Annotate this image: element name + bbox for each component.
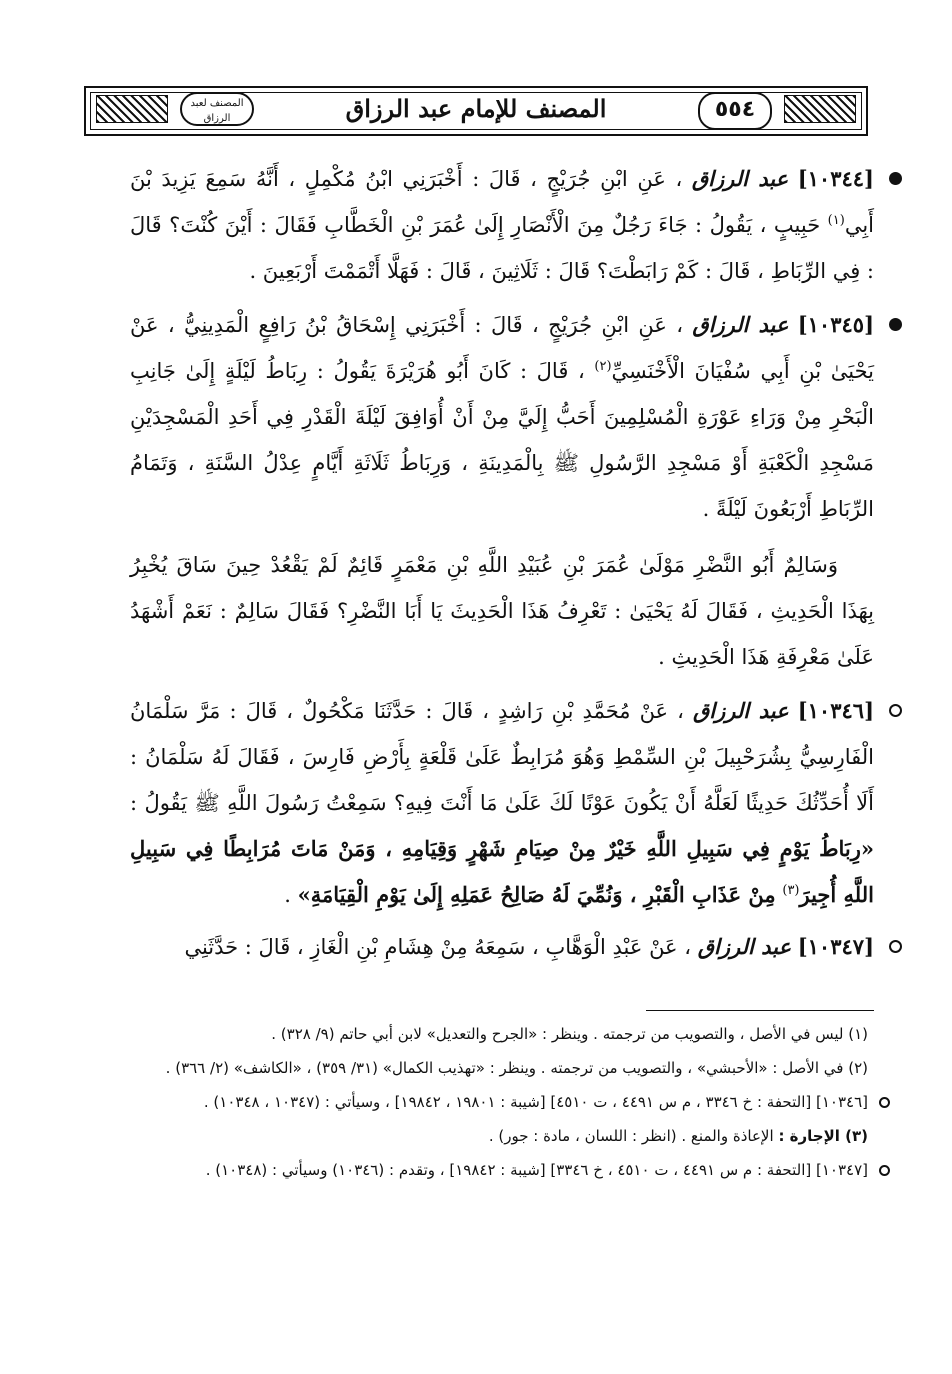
footnote-3-text: الإعاذة والمنع . (انظر : اللسان ، مادة : جور) . <box>488 1127 774 1145</box>
page-title: المصنف للإمام عبد الرزاق <box>345 94 607 123</box>
hadith-source: عبد الرزاق <box>691 166 789 191</box>
page-number: ٥٥٤ <box>698 92 772 130</box>
book-logo: المصنف لعبد الرزاق <box>180 92 254 126</box>
takhrij-10347 <box>112 1156 868 1185</box>
hadith-10347 <box>130 924 874 970</box>
footnote-3 <box>112 1122 868 1151</box>
hadith-text: ، عَنْ عَبْدِ الْوَهَّابِ ، سَمِعَهُ مِنْ هِشَامِ بْنِ الْغَازِ ، قَالَ : حَدَّثَنِي <box>184 935 692 959</box>
footnote-ref-1: (١) <box>827 213 845 228</box>
takhrij-text: [١٠٣٤٦] [التحفة : خ ٣٣٤٦ ، م س ٤٤٩١ ، ت ٤٥١٠] [شيبة : ١٩٨٠١ ، ١٩٨٤٢] ، وسيأتي : (١٠٣٤٧ ، ١٠٣٤٨) . <box>203 1093 868 1111</box>
ornament-left-icon <box>96 95 168 123</box>
footnote-divider <box>646 1010 874 1011</box>
footnotes <box>112 1020 868 1190</box>
hadith-text: ، عَنْ مُحَمَّدِ بْنِ رَاشِدٍ ، قَالَ : حَدَّثَنَا مَكْحُولٌ ، قَالَ : مَرَّ سَلْمَانُ الْفَارِسِيُّ بِشُرَحْبِيلَ بْنِ السِّمْطِ وَهُوَ مُرَابِطٌ عَلَىٰ قَلْعَةٍ بِأَرْضِ فَارِسَ ، فَقَالَ لَهُ سَلْمَانُ : أَلَا أُحَدِّثُكَ حَدِيثًا لَعَلَّهُ أَنْ يَكُونَ عَوْنًا لَكَ عَلَىٰ مَا أَنْتَ فِيهِ؟ سَمِعْتُ رَسُولَ اللَّهِ ﷺ يَقُولُ : <box>130 699 874 815</box>
hadith-text-cont: ، قَالَ : كَانَ أَبُو هُرَيْرَةَ يَقُولُ : رِبَاطُ لَيْلَةٍ إِلَىٰ جَانِبِ الْبَحْرِ مِنْ وَرَاءِ عَوْرَةِ الْمُسْلِمِينَ أَحَبُّ إِلَيَّ مِنْ أَنْ أُوَافِقَ لَيْلَةَ الْقَدْرِ فِي أَحَدِ الْمَسْجِدَيْنِ مَسْجِدِ الْكَعْبَةِ أَوْ مَسْجِدِ الرَّسُولِ ﷺ بِالْمَدِينَةِ ، وَرِبَاطُ ثَلَاثَةِ أَيَّامٍ عِدْلُ السَّنَةِ ، وَتَمَامُ الرِّبَاطِ أَرْبَعُونَ لَيْلَةً . <box>130 359 874 521</box>
hollow-bullet-icon <box>889 704 902 717</box>
hadith-number: [١٠٣٤٧] <box>797 934 874 959</box>
footnote-ref-3: (٣) <box>782 883 800 898</box>
prophetic-quote: «رِبَاطُ يَوْمٍ فِي سَبِيلِ اللَّهِ خَيْرٌ مِنْ صِيَامِ شَهْرٍ وَقِيَامِهِ ، وَمَنْ مَاتَ مُرَابِطًا فِي سَبِيلِ اللَّهِ أُجِيرَ <box>130 836 874 907</box>
hadith-end: . <box>284 883 291 907</box>
page-header <box>84 86 868 136</box>
hadith-text-cont: حَبِيبٍ ، يَقُولُ : جَاءَ رَجُلٌ مِنَ الْأَنْصَارِ إِلَىٰ عُمَرَ بْنِ الْخَطَّابِ فَقَالَ : أَيْنَ كُنْتَ؟ قَالَ : فِي الرِّبَاطِ ، قَالَ : كَمْ رَابَطْتَ؟ قَالَ : ثَلَاثِينَ ، قَالَ : فَهَلَّا أَتْمَمْتَ أَرْبَعِينَ . <box>130 213 874 283</box>
hadith-text: ، عَنِ ابْنِ جُرَيْجٍ ، قَالَ : أَخْبَرَنِي إِسْحَاقُ بْنُ رَافِعٍ الْمَدِينِيُّ ، عَنْ يَحْيَىٰ بْنِ أَبِي سُفْيَانَ الْأَخْنَسِيِّ <box>130 313 874 383</box>
hollow-bullet-icon <box>889 940 902 953</box>
hadith-number: [١٠٣٤٤] <box>797 166 874 191</box>
hollow-bullet-icon <box>879 1165 890 1176</box>
hadith-10346 <box>130 688 874 918</box>
footnote-1: (١) ليس في الأصل ، والتصويب من ترجمته . وينظر : «الجرح والتعديل» لابن أبي حاتم (٩/ ٣٢٨) . <box>271 1025 868 1043</box>
footnote-2: (٢) في الأصل : «الأحبشي» ، والتصويب من ترجمته . وينظر : «تهذيب الكمال» (٣١/ ٣٥٩) ، «الكاشف» (٢/ ٣٦٦) . <box>165 1059 868 1077</box>
hadith-number: [١٠٣٤٥] <box>797 312 874 337</box>
hollow-bullet-icon <box>879 1097 890 1108</box>
prophetic-quote-cont: مِنْ عَذَابِ الْقَبْرِ ، وَنُمِّيَ لَهُ صَالِحُ عَمَلِهِ إِلَىٰ يَوْمِ الْقِيَامَةِ» <box>297 882 776 907</box>
hadith-10344 <box>130 156 874 294</box>
main-text <box>130 156 874 976</box>
ornament-right-icon <box>784 95 856 123</box>
hadith-source: عبد الرزاق <box>692 698 789 723</box>
hadith-10345 <box>130 302 874 532</box>
footnote-ref-2: (٢) <box>594 359 612 374</box>
takhrij-text: [١٠٣٤٧] [التحفة : م س ٤٤٩١ ، ت ٤٥١٠ ، خ ٣٣٤٦] [شيبة : ١٩٨٤٢] ، وتقدم : (١٠٣٤٦) وسيأتي : (١٠٣٤٨) . <box>205 1161 868 1179</box>
hadith-text: ، عَنِ ابْنِ جُرَيْجٍ ، قَالَ : أَخْبَرَنِي ابْنُ مُكْمِلٍ ، أَنَّهُ سَمِعَ يَزِيدَ بْنَ أَبِي <box>130 167 874 237</box>
solid-bullet-icon <box>889 318 902 331</box>
hadith-number: [١٠٣٤٦] <box>797 698 874 723</box>
solid-bullet-icon <box>889 172 902 185</box>
takhrij-10346 <box>112 1088 868 1117</box>
hadith-source: عبد الرزاق <box>692 312 789 337</box>
narration-paragraph: وَسَالِمٌ أَبُو النَّضْرِ مَوْلَىٰ عُمَرَ بْنِ عُبَيْدِ اللَّهِ بْنِ مَعْمَرٍ قَائِمٌ لَمْ يَقْعُدْ حِينَ سَاقَ يُخْبِرُ بِهَذَا الْحَدِيثِ ، فَقَالَ لَهُ يَحْيَىٰ : تَعْرِفُ هَذَا الْحَدِيثَ يَا أَبَا النَّضْرِ؟ فَقَالَ سَالِمٌ : نَعَمْ أَشْهَدُ عَلَىٰ مَعْرِفَةِ هَذَا الْحَدِيثِ . <box>130 553 874 669</box>
hadith-source: عبد الرزاق <box>697 934 792 959</box>
footnote-3-label: (٣) الإجارة : <box>778 1127 868 1145</box>
